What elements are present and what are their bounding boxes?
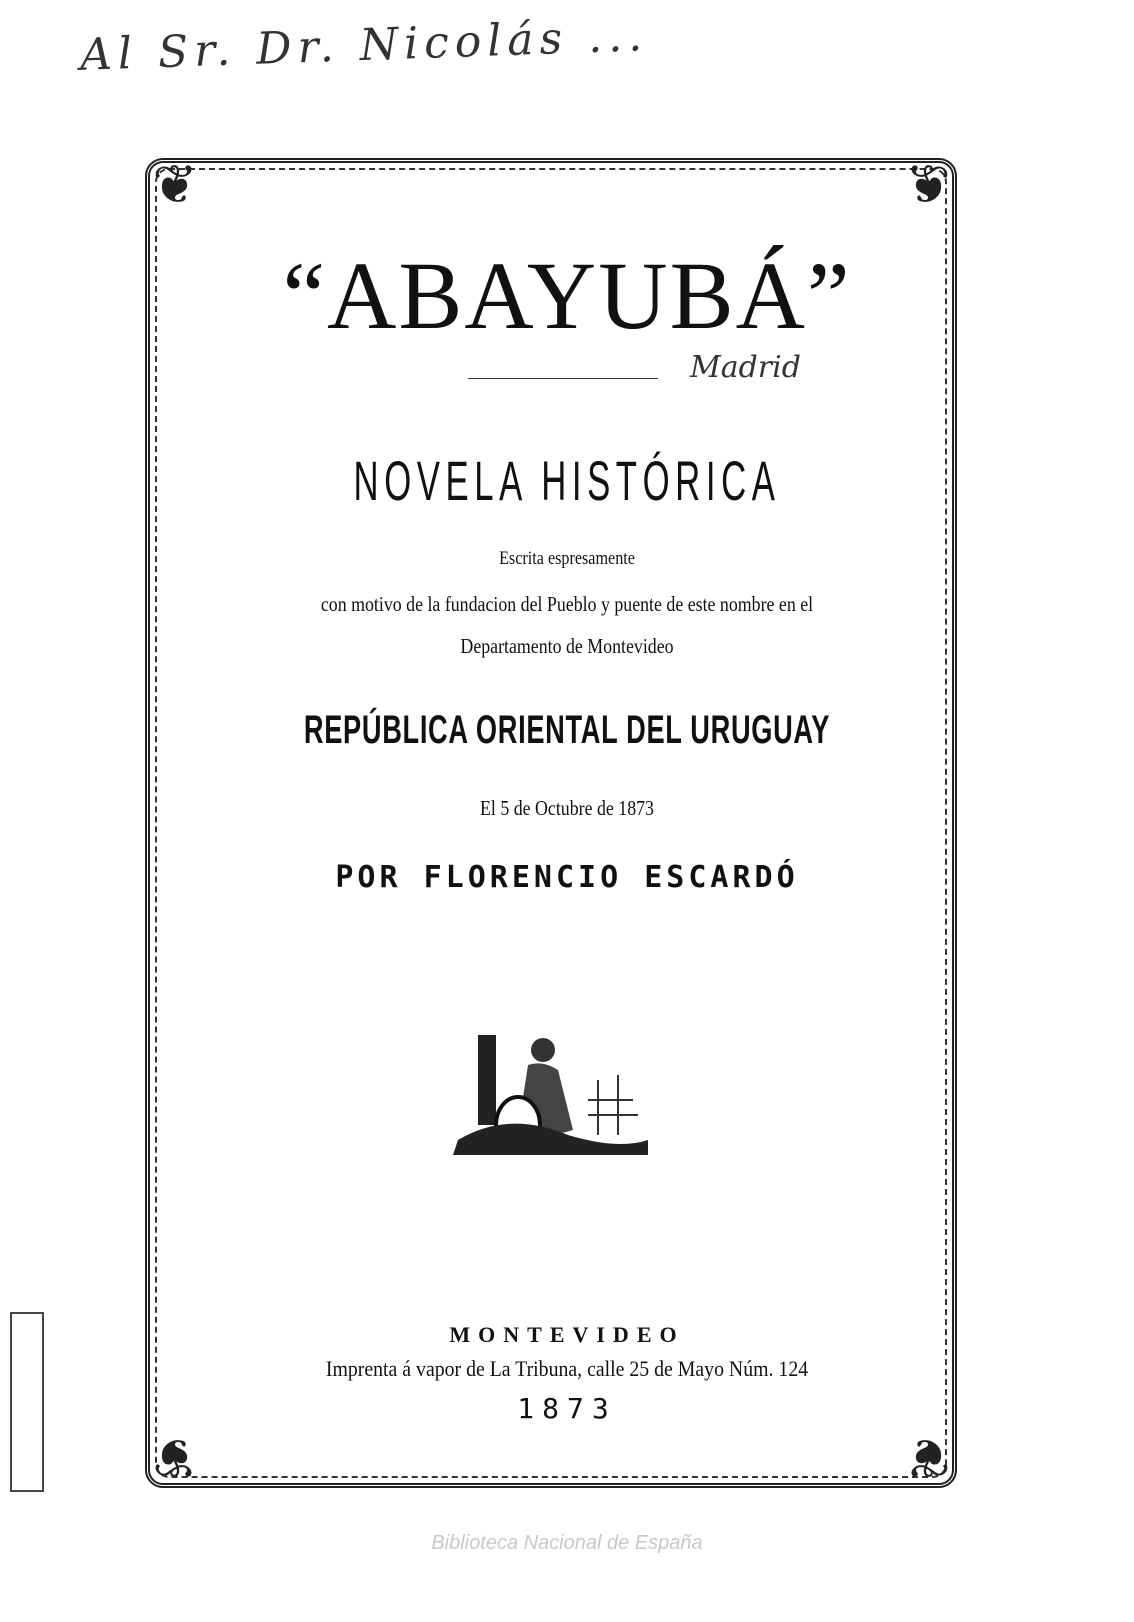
corner-ornament-icon: ❦	[905, 155, 951, 215]
date-line: El 5 de Octubre de 1873	[479, 796, 654, 820]
handwritten-place: Madrid	[690, 350, 801, 385]
description-line: Departamento de Montevideo	[460, 634, 674, 658]
description-line: Escrita espresamente	[499, 548, 635, 569]
author-line: POR FLORENCIO ESCARDÓ	[335, 860, 799, 895]
imprint-printer: Imprenta á vapor de La Tribuna, calle 25 de Mayo Núm. 124	[325, 1356, 809, 1381]
divider	[468, 378, 658, 379]
book-title: “ABAYUBÁ”	[282, 242, 852, 349]
imprint-year: 1873	[517, 1392, 617, 1425]
handwritten-dedication: Al Sr. Dr. Nicolás ...	[79, 10, 649, 81]
subtitle: NOVELA HISTÓRICA	[353, 449, 781, 512]
corner-ornament-icon: ❦	[152, 155, 198, 215]
library-stamp	[10, 1312, 44, 1492]
ornamental-border-inner	[155, 168, 947, 1478]
country-heading: REPÚBLICA ORIENTAL DEL URUGUAY	[303, 708, 831, 752]
printer-vignette-image	[448, 1030, 658, 1160]
description-line: con motivo de la fundacion del Pueblo y puente de este nombre en el	[320, 592, 814, 616]
library-watermark: Biblioteca Nacional de España	[431, 1532, 703, 1554]
imprint-city: MONTEVIDEO	[449, 1322, 685, 1347]
corner-ornament-icon: ❦	[905, 1427, 951, 1487]
corner-ornament-icon: ❦	[152, 1427, 198, 1487]
